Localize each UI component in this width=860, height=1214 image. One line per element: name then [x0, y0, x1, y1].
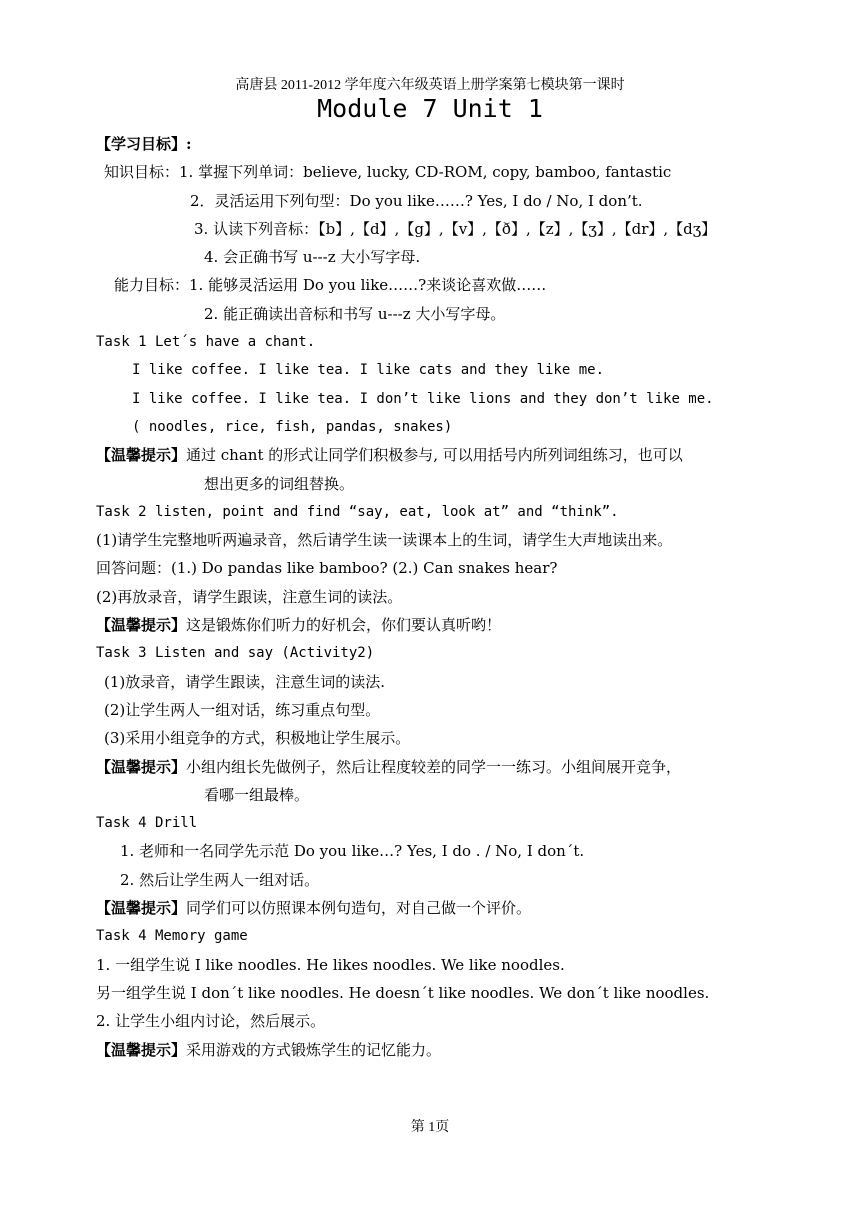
task1-chant-line-3: ( noodles, rice, fish, pandas, snakes)	[132, 418, 453, 435]
page-title: Module 7 Unit 1	[317, 94, 543, 123]
knowledge-item-1: 1. 掌握下列单词：believe, lucky, CD-ROM, copy, bamboo, fantastic	[179, 163, 672, 182]
ability-label: 能力目标：	[114, 276, 190, 295]
task4-memory-line-1: 1. 一组学生说 I like noodles. He likes noodles. We like noodles.	[96, 955, 565, 974]
ability-item-1: 1. 能够灵活运用 Do you like……?来谈论喜欢做……	[189, 276, 547, 295]
hint-4-text: 同学们可以仿照课本例句造句，对自己做一个评价。	[186, 899, 532, 918]
knowledge-item-3: 3. 认读下列音标：【b】,【d】,【g】,【v】,【ð】,【z】,【ʒ】,【dr】,【dʒ】	[194, 219, 717, 238]
hint-1-continued: 想出更多的词组替换。	[204, 474, 355, 493]
knowledge-item-2: 2．灵活运用下列句型：Do you like……? Yes, I do / No, I don’t.	[190, 191, 643, 210]
task4-drill-heading: Task 4 Drill	[96, 815, 198, 832]
hint-4	[96, 894, 776, 922]
hint-label: 【温馨提示】	[96, 1040, 187, 1059]
task4-drill-line-2: 2. 然后让学生两人一组对话。	[120, 870, 320, 889]
hint-label: 【温馨提示】	[96, 899, 187, 918]
task1-chant-line-2: I like coffee. I like tea. I don’t like lions and they don’t like me.	[132, 390, 714, 407]
task4-memory-line-3: 2. 让学生小组内讨论，然后展示。	[96, 1012, 326, 1031]
objectives-heading: 【学习目标】:	[96, 135, 192, 153]
hint-2	[96, 611, 776, 639]
hint-label: 【温馨提示】	[96, 446, 187, 465]
knowledge-label: 知识目标：	[104, 163, 180, 182]
hint-2-text: 这是锻炼你们听力的好机会，你们要认真听哟！	[186, 616, 502, 635]
hint-3-text: 小组内组长先做例子，然后让程度较差的同学一一练习。小组间展开竞争，	[186, 757, 682, 776]
task2-heading: Task 2 listen, point and find “say, eat, look at” and “think”.	[96, 503, 619, 520]
task2-line-1: (1)请学生完整地听两遍录音，然后请学生读一读课本上的生词，请学生大声地读出来。	[96, 531, 673, 550]
task3-line-2: (2)让学生两人一组对话，练习重点句型。	[104, 700, 381, 719]
knowledge-objective-1	[96, 158, 776, 186]
task2-line-3: (2)再放录音，请学生跟读，注意生词的读法。	[96, 587, 403, 606]
ability-objective-1	[96, 271, 776, 299]
hint-3-continued: 看哪一组最棒。	[204, 785, 310, 804]
page-number: 第 1页	[410, 1120, 450, 1135]
hint-1	[96, 441, 776, 469]
hint-1-text: 通过 chant 的形式让同学们积极参与, 可以用括号内所列词组练习，也可以	[186, 446, 683, 465]
hint-label: 【温馨提示】	[96, 616, 187, 635]
task4-memory-line-2: 另一组学生说 I don´t like noodles. He doesn´t like noodles. We don´t like noodles.	[96, 983, 710, 1002]
hint-label: 【温馨提示】	[96, 757, 187, 776]
hint-5	[96, 1036, 776, 1064]
task4-drill-line-1: 1. 老师和一名同学先示范 Do you like…? Yes, I do . / No, I don´t.	[120, 842, 585, 861]
task3-line-3: (3)采用小组竞争的方式，积极地让学生展示。	[104, 729, 411, 748]
task4-memory-heading: Task 4 Memory game	[96, 928, 248, 945]
ability-item-2: 2. 能正确读出音标和书写 u---z 大小写字母。	[204, 304, 506, 323]
hint-5-text: 采用游戏的方式锻炼学生的记忆能力。	[186, 1040, 442, 1059]
task3-line-1: (1)放录音，请学生跟读，注意生词的读法.	[104, 672, 386, 691]
document-body	[96, 130, 776, 1064]
knowledge-item-4: 4. 会正确书写 u---z 大小写字母.	[204, 248, 421, 267]
task3-heading: Task 3 Listen and say (Activity2)	[96, 645, 375, 662]
document-header: 高唐县 2011-2012 学年度六年级英语上册学案第七模块第一课时	[235, 78, 625, 93]
task1-heading: Task 1 Let´s have a chant.	[96, 334, 316, 351]
hint-3	[96, 753, 776, 781]
task1-chant-line-1: I like coffee. I like tea. I like cats and they like me.	[132, 362, 605, 379]
task2-line-2: 回答问题：(1.) Do pandas like bamboo? (2.) Can snakes hear?	[96, 559, 558, 578]
